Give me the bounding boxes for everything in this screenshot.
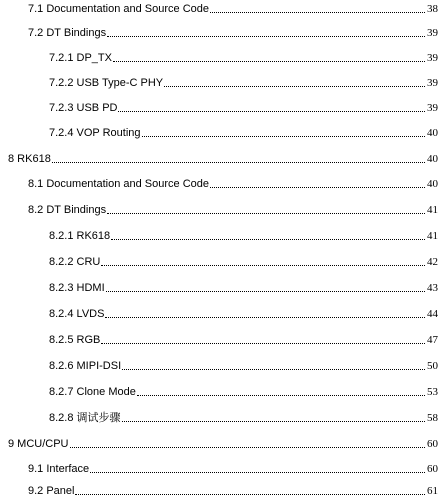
- toc-entry-page: 60: [427, 463, 438, 475]
- toc-entry-8-2-7[interactable]: [49, 383, 438, 399]
- toc-entry-9[interactable]: [8, 435, 438, 451]
- toc-entry-title: 7.2.1 DP_TX: [49, 52, 112, 64]
- toc-entry-8[interactable]: [8, 150, 438, 166]
- toc-leader-dots: [137, 394, 425, 396]
- toc-entry-8-2-8[interactable]: [49, 409, 438, 425]
- toc-entry-title: 8.2.4 LVDS: [49, 308, 105, 320]
- toc-entry-page: 43: [427, 282, 438, 294]
- toc-entry-page: 39: [427, 77, 438, 89]
- toc-entry-title: 7.2.3 USB PD: [49, 102, 118, 114]
- toc-leader-dots: [101, 342, 425, 344]
- toc-entry-title: 7.1 Documentation and Source Code: [28, 3, 210, 15]
- toc-entry-page: 60: [427, 438, 438, 450]
- toc-entry-title: 9.1 Interface: [28, 463, 90, 475]
- toc-leader-dots: [106, 290, 425, 292]
- toc-leader-dots: [142, 135, 425, 137]
- toc-entry-8-2-1[interactable]: [49, 227, 438, 243]
- toc-entry-title: 8.2.3 HDMI: [49, 282, 105, 294]
- toc-leader-dots: [210, 11, 425, 13]
- toc-entry-title: 9.2 Panel: [28, 485, 75, 497]
- toc-entry-7-2-2[interactable]: [49, 74, 438, 90]
- toc-entry-title: 7.2.2 USB Type-C PHY: [49, 77, 164, 89]
- toc-entry-8-2-5[interactable]: [49, 331, 438, 347]
- toc-leader-dots: [52, 161, 425, 163]
- toc-entry-8-1[interactable]: [28, 175, 438, 191]
- toc-entry-page: 61: [427, 485, 438, 497]
- toc-entry-8-2-6[interactable]: [49, 357, 438, 373]
- toc-entry-title: 8.2.2 CRU: [49, 256, 101, 268]
- toc-entry-9-2[interactable]: [28, 482, 438, 498]
- toc-entry-page: 42: [427, 256, 438, 268]
- toc-leader-dots: [90, 471, 425, 473]
- toc-entry-title: 7.2 DT Bindings: [28, 27, 107, 39]
- toc-leader-dots: [111, 238, 425, 240]
- toc-entry-8-2-4[interactable]: [49, 305, 438, 321]
- toc-entry-page: 40: [427, 153, 438, 165]
- toc-entry-7-1[interactable]: [28, 0, 438, 16]
- toc-entry-7-2-3[interactable]: [49, 99, 438, 115]
- toc-leader-dots: [118, 110, 425, 112]
- toc-entry-page: 47: [427, 334, 438, 346]
- toc-leader-dots: [101, 264, 425, 266]
- toc-entry-page: 41: [427, 230, 438, 242]
- toc-entry-page: 38: [427, 3, 438, 15]
- toc-entry-title: 7.2.4 VOP Routing: [49, 127, 141, 139]
- toc-entry-page: 58: [427, 412, 438, 424]
- toc-entry-8-2-3[interactable]: [49, 279, 438, 295]
- toc-entry-7-2[interactable]: [28, 24, 438, 40]
- toc-entry-8-2[interactable]: [28, 201, 438, 217]
- toc-entry-page: 39: [427, 52, 438, 64]
- toc-entry-page: 50: [427, 360, 438, 372]
- toc-entry-title: 8.1 Documentation and Source Code: [28, 178, 210, 190]
- toc-entry-page: 39: [427, 27, 438, 39]
- toc-entry-page: 39: [427, 102, 438, 114]
- toc-entry-page: 41: [427, 204, 438, 216]
- toc-entry-title: 8.2.7 Clone Mode: [49, 386, 136, 398]
- toc-entry-title: 8.2.8 调试步骤: [49, 412, 121, 424]
- toc-entry-title: 8 RK618: [8, 153, 51, 165]
- toc-entry-page: 40: [427, 127, 438, 139]
- toc-leader-dots: [113, 60, 425, 62]
- toc-leader-dots: [122, 368, 425, 370]
- toc-entry-page: 44: [427, 308, 438, 320]
- toc-leader-dots: [75, 493, 425, 495]
- toc-entry-title: 8.2.6 MIPI-DSI: [49, 360, 122, 372]
- toc-entry-title: 8.2.1 RK618: [49, 230, 111, 242]
- toc-entry-7-2-4[interactable]: [49, 124, 438, 140]
- toc-leader-dots: [107, 35, 425, 37]
- toc-entry-title: 8.2 DT Bindings: [28, 204, 107, 216]
- toc-entry-title: 8.2.5 RGB: [49, 334, 101, 346]
- toc-leader-dots: [122, 420, 425, 422]
- toc-entry-8-2-2[interactable]: [49, 253, 438, 269]
- toc-leader-dots: [105, 316, 425, 318]
- toc-entry-9-1[interactable]: [28, 460, 438, 476]
- toc-entry-page: 53: [427, 386, 438, 398]
- toc-leader-dots: [210, 186, 425, 188]
- toc-entry-title: 9 MCU/CPU: [8, 438, 69, 450]
- toc-leader-dots: [107, 212, 425, 214]
- toc-leader-dots: [70, 446, 425, 448]
- toc-leader-dots: [164, 85, 425, 87]
- toc-entry-7-2-1[interactable]: [49, 49, 438, 65]
- toc-entry-page: 40: [427, 178, 438, 190]
